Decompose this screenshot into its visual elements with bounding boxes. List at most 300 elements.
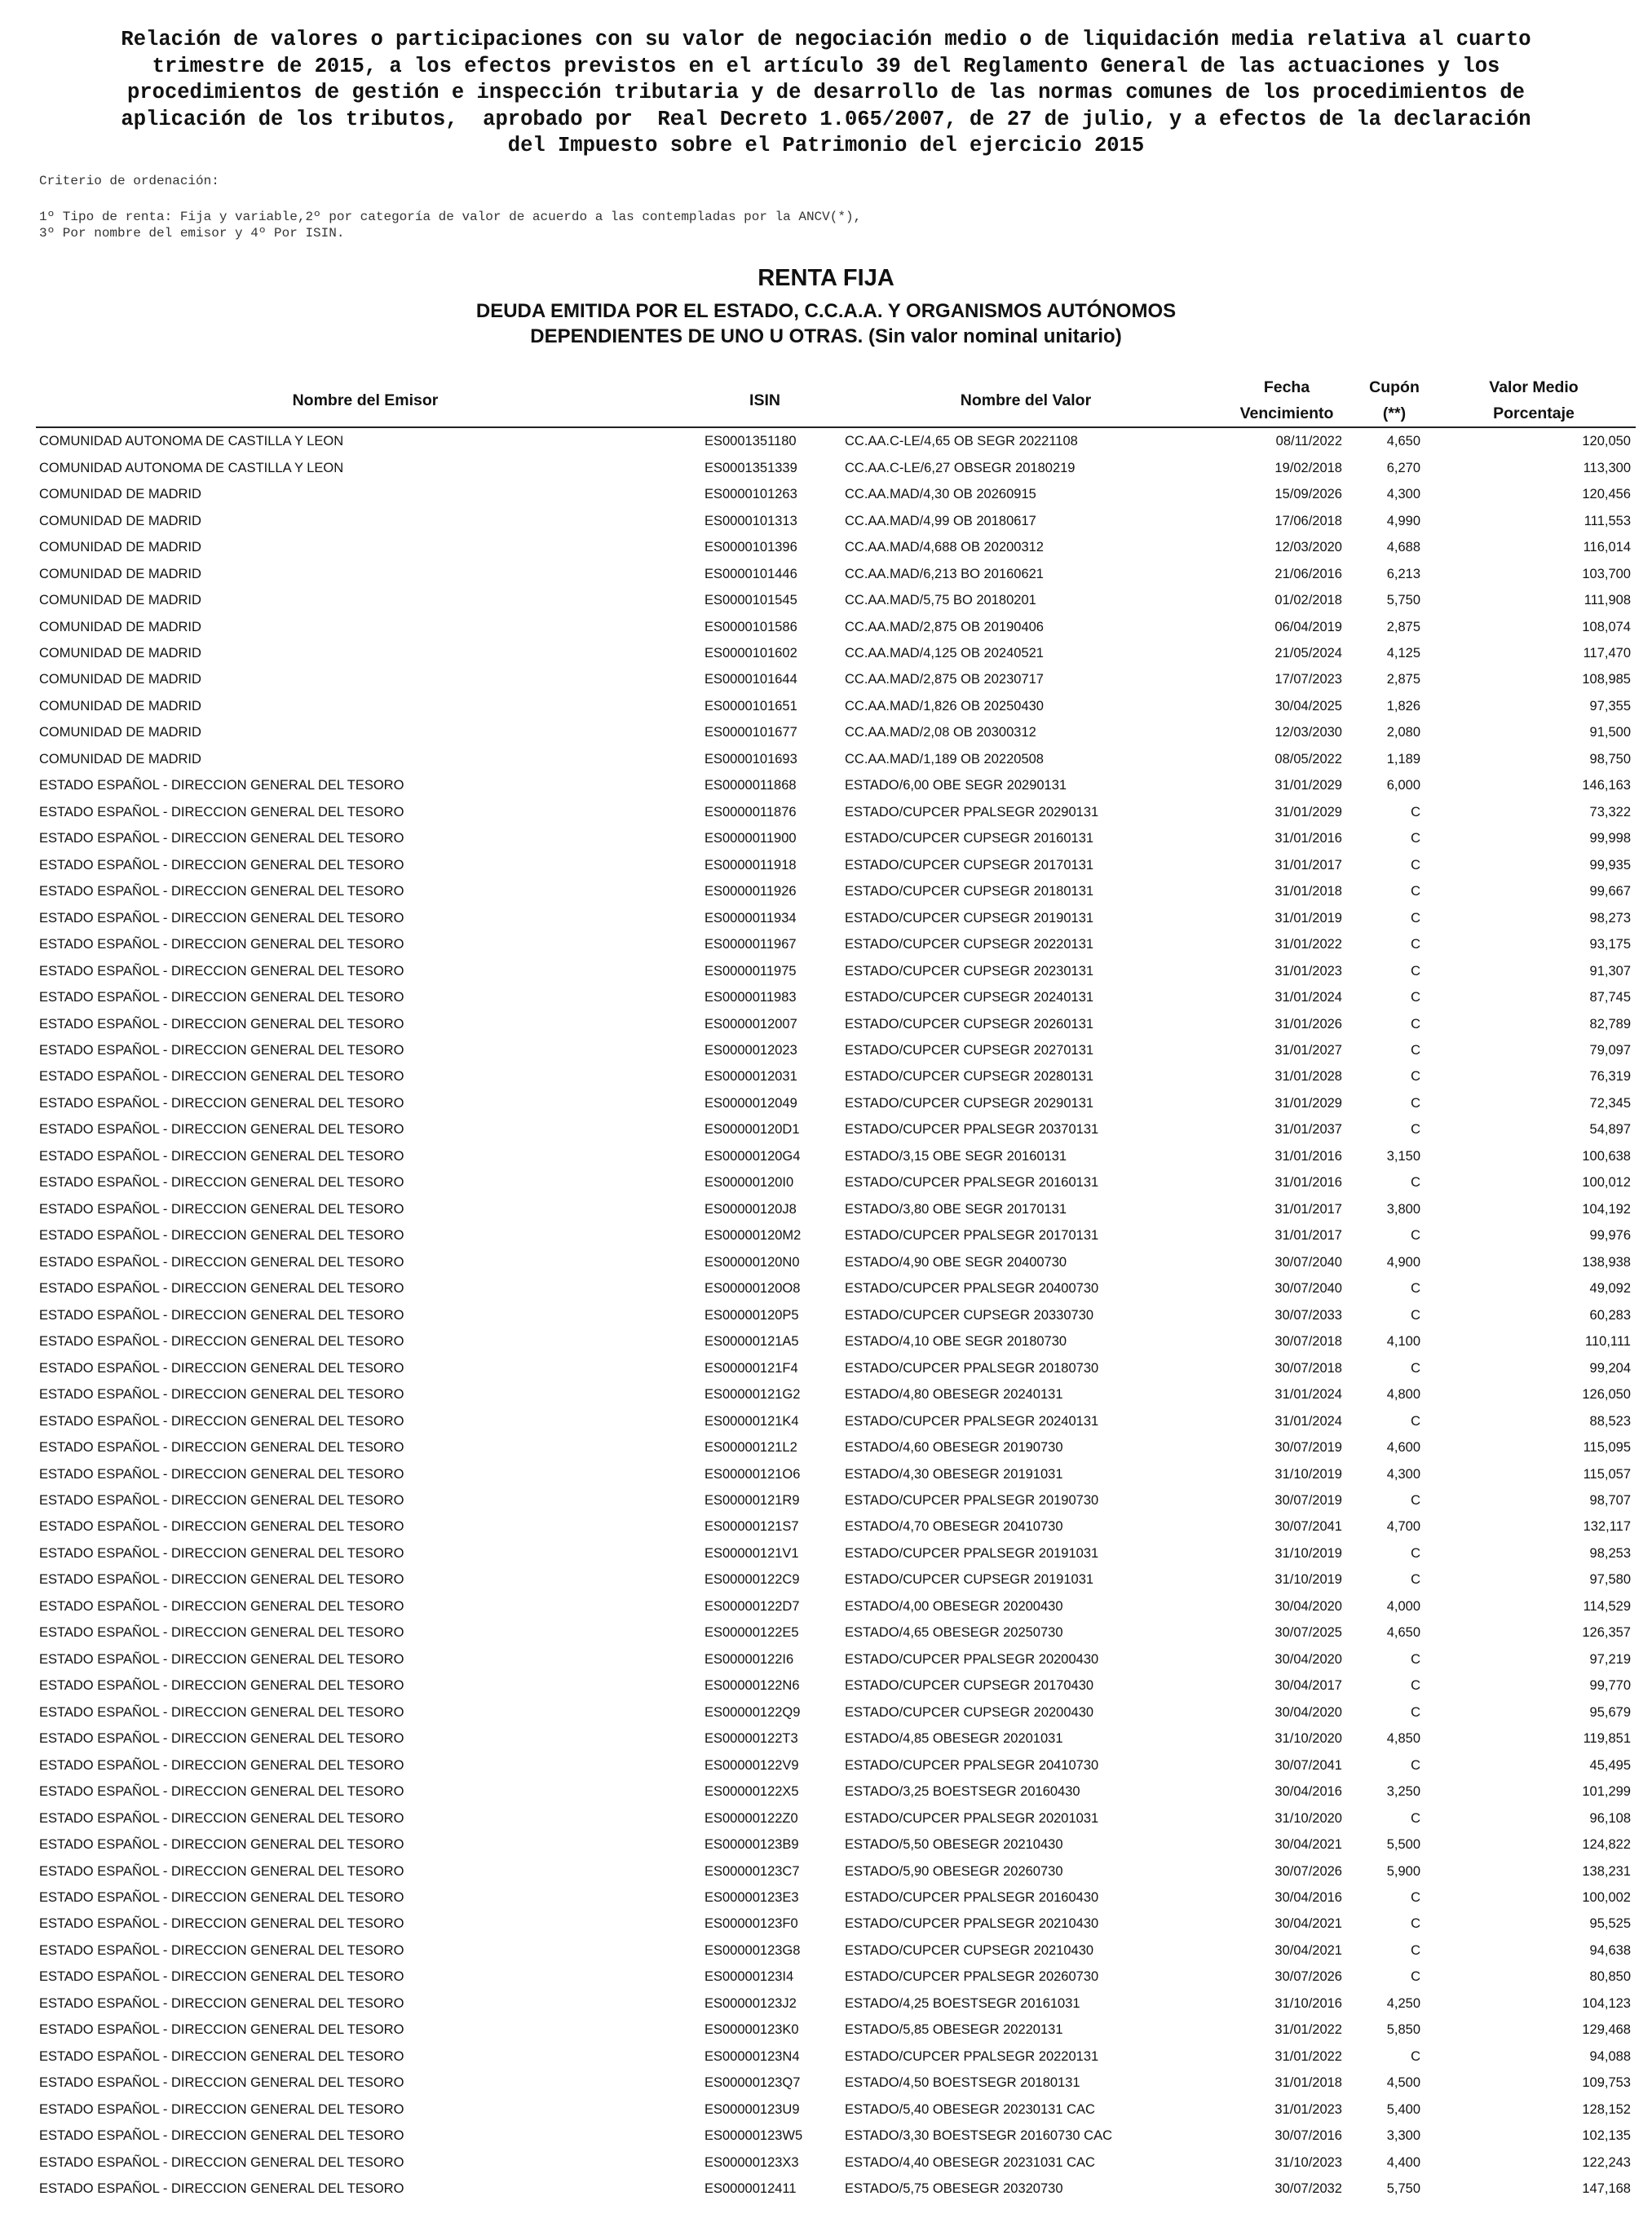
cell-medio: 124,822 xyxy=(1582,1837,1631,1853)
cell-emisor: ESTADO ESPAÑOL - DIRECCION GENERAL DEL TESORO xyxy=(39,1810,404,1826)
table-row xyxy=(36,427,1636,454)
cell-emisor: ESTADO ESPAÑOL - DIRECCION GENERAL DEL TESORO xyxy=(39,1942,404,1958)
cell-cupon: 4,400 xyxy=(1386,2154,1420,2170)
cell-emisor: ESTADO ESPAÑOL - DIRECCION GENERAL DEL TESORO xyxy=(39,1916,404,1932)
cell-fecha: 30/04/2021 xyxy=(1274,1916,1342,1932)
cell-valor: ESTADO/4,60 OBESEGR 20190730 xyxy=(845,1440,1063,1456)
table-row xyxy=(36,1672,1636,1699)
table-row xyxy=(36,1381,1636,1407)
cell-medio: 88,523 xyxy=(1589,1413,1631,1429)
cell-emisor: ESTADO ESPAÑOL - DIRECCION GENERAL DEL TESORO xyxy=(39,1995,404,2011)
cell-valor: ESTADO/CUPCER CUPSEGR 20290131 xyxy=(845,1095,1094,1111)
title-line: aplicación de los tributos, aprobado por Real Decreto 1.065/2007, de 27 de julio, y a efectos de la declaración xyxy=(121,107,1531,131)
cell-medio: 104,192 xyxy=(1582,1201,1631,1217)
cell-valor: ESTADO/CUPCER PPALSEGR 20160430 xyxy=(845,1890,1099,1906)
cell-isin: ES0000011983 xyxy=(705,990,797,1005)
cell-fecha: 30/04/2016 xyxy=(1274,1890,1342,1906)
cell-medio: 126,050 xyxy=(1582,1387,1631,1403)
cell-cupon: C xyxy=(1411,1678,1420,1694)
cell-emisor: ESTADO ESPAÑOL - DIRECCION GENERAL DEL TESORO xyxy=(39,1519,404,1535)
cell-valor: CC.AA.MAD/6,213 BO 20160621 xyxy=(845,566,1044,581)
cell-emisor: ESTADO ESPAÑOL - DIRECCION GENERAL DEL TESORO xyxy=(39,2128,404,2144)
cell-medio: 102,135 xyxy=(1582,2128,1631,2144)
table-row xyxy=(36,2096,1636,2123)
cell-isin: ES0000012023 xyxy=(705,1043,797,1058)
cell-fecha: 30/07/2040 xyxy=(1274,1281,1342,1297)
cell-valor: ESTADO/CUPCER CUPSEGR 20180131 xyxy=(845,884,1094,899)
cell-fecha: 30/04/2025 xyxy=(1274,698,1342,714)
header-medio-line1: Valor Medio xyxy=(1489,378,1579,396)
table-row xyxy=(36,1487,1636,1513)
cell-fecha: 30/04/2017 xyxy=(1274,1678,1342,1694)
cell-isin: ES0001351339 xyxy=(705,460,797,475)
table-row xyxy=(36,613,1636,639)
table-row xyxy=(36,481,1636,507)
cell-isin: ES0000011918 xyxy=(705,857,797,873)
cell-isin: ES0000011876 xyxy=(705,804,797,820)
cell-cupon: C xyxy=(1411,1016,1420,1032)
cell-emisor: ESTADO ESPAÑOL - DIRECCION GENERAL DEL TESORO xyxy=(39,1175,404,1191)
table-row xyxy=(36,1778,1636,1805)
cell-valor: ESTADO/CUPCER PPALSEGR 20220131 xyxy=(845,2048,1099,2064)
cell-cupon: 3,800 xyxy=(1386,1201,1420,1217)
cell-isin: ES00000123F0 xyxy=(705,1916,798,1932)
table-row xyxy=(36,1619,1636,1646)
cell-valor: ESTADO/4,80 OBESEGR 20240131 xyxy=(845,1387,1063,1403)
cell-cupon: 4,250 xyxy=(1386,1995,1420,2011)
cell-fecha: 30/07/2032 xyxy=(1274,2181,1342,2197)
criterio-line: 1º Tipo de renta: Fija y variable,2º por categoría de valor de acuerdo a las contempladas por la ANCV(*), xyxy=(39,210,862,224)
cell-isin: ES00000120D1 xyxy=(705,1122,800,1138)
cell-cupon: 4,650 xyxy=(1386,434,1420,449)
cell-cupon: 4,900 xyxy=(1386,1254,1420,1270)
cell-emisor: ESTADO ESPAÑOL - DIRECCION GENERAL DEL TESORO xyxy=(39,1148,404,1164)
table-row xyxy=(36,1566,1636,1593)
cell-isin: ES00000123E3 xyxy=(705,1890,799,1906)
cell-isin: ES00000123J2 xyxy=(705,1995,797,2011)
cell-cupon: C xyxy=(1411,990,1420,1005)
cell-fecha: 17/07/2023 xyxy=(1274,672,1342,687)
cell-cupon: C xyxy=(1411,1043,1420,1058)
cell-emisor: ESTADO ESPAÑOL - DIRECCION GENERAL DEL TESORO xyxy=(39,2022,404,2038)
cell-cupon: 4,300 xyxy=(1386,1466,1420,1482)
cell-cupon: C xyxy=(1411,1704,1420,1720)
cell-cupon: 4,688 xyxy=(1386,540,1420,555)
cell-emisor: ESTADO ESPAÑOL - DIRECCION GENERAL DEL TESORO xyxy=(39,1651,404,1667)
cell-valor: ESTADO/4,40 OBESEGR 20231031 CAC xyxy=(845,2154,1095,2170)
table-row xyxy=(36,1249,1636,1275)
cell-emisor: COMUNIDAD DE MADRID xyxy=(39,540,201,555)
table-row xyxy=(36,1434,1636,1460)
table-row xyxy=(36,640,1636,666)
table-row xyxy=(36,1540,1636,1566)
cell-cupon: C xyxy=(1411,1069,1420,1085)
table-row xyxy=(36,746,1636,772)
header-cupon-line2: (**) xyxy=(1382,404,1407,422)
cell-emisor: ESTADO ESPAÑOL - DIRECCION GENERAL DEL TESORO xyxy=(39,1440,404,1456)
cell-isin: ES00000121S7 xyxy=(705,1519,799,1535)
cell-valor: ESTADO/4,30 OBESEGR 20191031 xyxy=(845,1466,1063,1482)
cell-cupon: 4,850 xyxy=(1386,1731,1420,1747)
table-row xyxy=(36,1990,1636,2017)
cell-fecha: 31/01/2029 xyxy=(1274,778,1342,793)
cell-medio: 114,529 xyxy=(1583,1598,1631,1614)
cell-emisor: ESTADO ESPAÑOL - DIRECCION GENERAL DEL TESORO xyxy=(39,1413,404,1429)
cell-emisor: ESTADO ESPAÑOL - DIRECCION GENERAL DEL TESORO xyxy=(39,1837,404,1853)
document-title xyxy=(41,27,1611,160)
cell-cupon: 4,500 xyxy=(1386,2075,1420,2091)
cell-fecha: 31/01/2017 xyxy=(1274,857,1342,873)
cell-cupon: C xyxy=(1411,1360,1420,1376)
cell-fecha: 08/05/2022 xyxy=(1274,751,1342,767)
table-row xyxy=(36,878,1636,904)
cell-cupon: 4,125 xyxy=(1386,645,1420,661)
cell-medio: 101,299 xyxy=(1582,1784,1631,1800)
title-line: procedimientos de gestión e inspección tributaria y de desarrollo de las normas comunes de los procedimientos de xyxy=(127,81,1525,104)
cell-cupon: 6,213 xyxy=(1386,566,1420,581)
cell-emisor: ESTADO ESPAÑOL - DIRECCION GENERAL DEL TESORO xyxy=(39,778,404,793)
cell-valor: ESTADO/4,10 OBE SEGR 20180730 xyxy=(845,1334,1067,1350)
cell-valor: CC.AA.C-LE/6,27 OBSEGR 20180219 xyxy=(845,460,1076,475)
cell-emisor: COMUNIDAD DE MADRID xyxy=(39,645,201,661)
cell-cupon: 5,750 xyxy=(1386,2181,1420,2197)
table-row xyxy=(36,1328,1636,1354)
cell-fecha: 31/01/2023 xyxy=(1274,963,1342,979)
cell-emisor: ESTADO ESPAÑOL - DIRECCION GENERAL DEL TESORO xyxy=(39,963,404,979)
cell-valor: ESTADO/CUPCER PPALSEGR 20240131 xyxy=(845,1413,1099,1429)
cell-cupon: 5,500 xyxy=(1386,1837,1420,1853)
cell-cupon: C xyxy=(1411,1651,1420,1667)
table-row xyxy=(36,904,1636,930)
cell-cupon: 3,150 xyxy=(1386,1148,1420,1164)
cell-isin: ES0000011926 xyxy=(705,884,797,899)
section-subtitle-line: DEUDA EMITIDA POR EL ESTADO, C.C.A.A. Y ORGANISMOS AUTÓNOMOS xyxy=(475,300,1177,322)
header-fecha-line2: Vencimiento xyxy=(1239,404,1334,422)
cell-medio: 49,092 xyxy=(1589,1281,1631,1297)
header-valor-medio xyxy=(1432,374,1636,427)
cell-medio: 132,117 xyxy=(1583,1519,1631,1535)
table-row xyxy=(36,2176,1636,2202)
cell-isin: ES0000101651 xyxy=(705,698,797,714)
cell-medio: 73,322 xyxy=(1589,804,1631,820)
cell-isin: ES00000120O8 xyxy=(705,1281,801,1297)
cell-valor: ESTADO/4,85 OBESEGR 20201031 xyxy=(845,1731,1063,1747)
cell-medio: 87,745 xyxy=(1589,990,1631,1005)
cell-isin: ES00000121F4 xyxy=(705,1360,798,1376)
cell-emisor: ESTADO ESPAÑOL - DIRECCION GENERAL DEL TESORO xyxy=(39,1545,404,1561)
cell-valor: ESTADO/CUPCER PPALSEGR 20201031 xyxy=(845,1810,1099,1826)
criterio-line: 3º Por nombre del emisor y 4º Por ISIN. xyxy=(39,226,345,241)
cell-valor: ESTADO/CUPCER PPALSEGR 20400730 xyxy=(845,1281,1099,1297)
cell-medio: 96,108 xyxy=(1589,1810,1631,1826)
cell-valor: CC.AA.MAD/5,75 BO 20180201 xyxy=(845,593,1036,608)
cell-fecha: 31/01/2029 xyxy=(1274,804,1342,820)
cell-emisor: ESTADO ESPAÑOL - DIRECCION GENERAL DEL TESORO xyxy=(39,937,404,952)
cell-fecha: 31/01/2022 xyxy=(1274,937,1342,952)
cell-valor: ESTADO/CUPCER CUPSEGR 20210430 xyxy=(845,1942,1094,1958)
cell-fecha: 30/04/2021 xyxy=(1274,1942,1342,1958)
cell-emisor: ESTADO ESPAÑOL - DIRECCION GENERAL DEL TESORO xyxy=(39,1969,404,1985)
cell-fecha: 31/01/2016 xyxy=(1274,1175,1342,1191)
cell-medio: 98,273 xyxy=(1589,910,1631,926)
cell-emisor: ESTADO ESPAÑOL - DIRECCION GENERAL DEL TESORO xyxy=(39,1281,404,1297)
cell-isin: ES00000122C9 xyxy=(705,1572,800,1588)
table-row xyxy=(36,1646,1636,1672)
table-row xyxy=(36,2017,1636,2043)
table-row xyxy=(36,587,1636,613)
cell-isin: ES00000123G8 xyxy=(705,1942,801,1958)
cell-isin: ES0000101677 xyxy=(705,725,797,740)
header-cupon xyxy=(1357,374,1432,427)
table-row xyxy=(36,1937,1636,1964)
cell-fecha: 31/10/2016 xyxy=(1274,1995,1342,2011)
cell-medio: 97,580 xyxy=(1589,1572,1631,1588)
cell-valor: ESTADO/4,65 OBESEGR 20250730 xyxy=(845,1625,1063,1641)
cell-cupon: C xyxy=(1411,1757,1420,1773)
header-emisor: Nombre del Emisor xyxy=(292,391,439,409)
cell-medio: 99,976 xyxy=(1589,1228,1631,1244)
cell-fecha: 30/07/2019 xyxy=(1274,1440,1342,1456)
header-isin: ISIN xyxy=(749,391,780,409)
cell-cupon: C xyxy=(1411,857,1420,873)
cell-isin: ES0000101313 xyxy=(705,513,797,528)
cell-cupon: C xyxy=(1411,1810,1420,1826)
cell-fecha: 31/01/2016 xyxy=(1274,1148,1342,1164)
cell-fecha: 01/02/2018 xyxy=(1274,593,1342,608)
cell-fecha: 30/04/2020 xyxy=(1274,1651,1342,1667)
cell-cupon: C xyxy=(1411,1095,1420,1111)
cell-cupon: 5,850 xyxy=(1386,2022,1420,2038)
cell-isin: ES00000121K4 xyxy=(705,1413,799,1429)
cell-valor: ESTADO/CUPCER CUPSEGR 20240131 xyxy=(845,990,1094,1005)
header-fecha-line1: Fecha xyxy=(1263,378,1310,396)
cell-fecha: 31/10/2019 xyxy=(1274,1466,1342,1482)
table-row xyxy=(36,2043,1636,2070)
cell-isin: ES00000120J8 xyxy=(705,1201,797,1217)
cell-fecha: 31/01/2019 xyxy=(1274,910,1342,926)
cell-cupon: C xyxy=(1411,1545,1420,1561)
cell-medio: 111,553 xyxy=(1584,513,1631,528)
cell-valor: ESTADO/6,00 OBE SEGR 20290131 xyxy=(845,778,1067,793)
cell-cupon: C xyxy=(1411,1175,1420,1191)
cell-fecha: 31/01/2028 xyxy=(1274,1069,1342,1085)
cell-valor: ESTADO/CUPCER CUPSEGR 20160131 xyxy=(845,831,1094,846)
cell-isin: ES00000123C7 xyxy=(705,1863,800,1879)
table-header-row xyxy=(36,374,1636,427)
cell-isin: ES0000101263 xyxy=(705,487,797,502)
cell-emisor: COMUNIDAD DE MADRID xyxy=(39,725,201,740)
cell-fecha: 21/05/2024 xyxy=(1274,645,1342,661)
table-row xyxy=(36,1407,1636,1434)
cell-medio: 99,667 xyxy=(1589,884,1631,899)
table-row xyxy=(36,1884,1636,1911)
cell-medio: 104,123 xyxy=(1582,1995,1631,2011)
cell-isin: ES00000122E5 xyxy=(705,1625,799,1641)
cell-isin: ES0000011967 xyxy=(705,937,797,952)
cell-valor: ESTADO/CUPCER PPALSEGR 20370131 xyxy=(845,1122,1099,1138)
cell-medio: 126,357 xyxy=(1582,1625,1631,1641)
cell-medio: 91,500 xyxy=(1589,725,1631,740)
cell-emisor: ESTADO ESPAÑOL - DIRECCION GENERAL DEL TESORO xyxy=(39,1863,404,1879)
cell-isin: ES00000122T3 xyxy=(705,1731,798,1747)
table-row xyxy=(36,1805,1636,1831)
cell-medio: 98,707 xyxy=(1589,1492,1631,1508)
cell-cupon: 6,000 xyxy=(1386,778,1420,793)
cell-valor: CC.AA.MAD/4,688 OB 20200312 xyxy=(845,540,1044,555)
cell-medio: 122,243 xyxy=(1582,2154,1631,2170)
cell-emisor: COMUNIDAD AUTONOMA DE CASTILLA Y LEON xyxy=(39,460,344,475)
cell-medio: 76,319 xyxy=(1589,1069,1631,1085)
cell-fecha: 30/07/2040 xyxy=(1274,1254,1342,1270)
cell-valor: ESTADO/CUPCER CUPSEGR 20170131 xyxy=(845,857,1094,873)
table-row xyxy=(36,1354,1636,1381)
cell-medio: 110,111 xyxy=(1585,1334,1631,1350)
cell-emisor: ESTADO ESPAÑOL - DIRECCION GENERAL DEL TESORO xyxy=(39,1016,404,1032)
cell-emisor: ESTADO ESPAÑOL - DIRECCION GENERAL DEL TESORO xyxy=(39,1890,404,1906)
securities-table xyxy=(36,374,1636,2202)
cell-valor: CC.AA.MAD/4,99 OB 20180617 xyxy=(845,513,1036,528)
cell-valor: ESTADO/3,25 BOESTSEGR 20160430 xyxy=(845,1784,1080,1800)
table-row xyxy=(36,1964,1636,1990)
cell-fecha: 31/01/2037 xyxy=(1274,1122,1342,1138)
cell-cupon: C xyxy=(1411,1942,1420,1958)
cell-medio: 129,468 xyxy=(1582,2022,1631,2038)
table-row xyxy=(36,2149,1636,2175)
cell-emisor: ESTADO ESPAÑOL - DIRECCION GENERAL DEL TESORO xyxy=(39,1095,404,1111)
cell-cupon: C xyxy=(1411,1916,1420,1932)
cell-medio: 103,700 xyxy=(1582,566,1631,581)
cell-emisor: ESTADO ESPAÑOL - DIRECCION GENERAL DEL TESORO xyxy=(39,1704,404,1720)
cell-medio: 99,998 xyxy=(1589,831,1631,846)
cell-valor: ESTADO/5,75 OBESEGR 20320730 xyxy=(845,2181,1063,2197)
cell-medio: 99,204 xyxy=(1589,1360,1631,1376)
cell-fecha: 06/04/2019 xyxy=(1274,619,1342,634)
cell-emisor: ESTADO ESPAÑOL - DIRECCION GENERAL DEL TESORO xyxy=(39,1387,404,1403)
cell-medio: 100,002 xyxy=(1582,1890,1631,1906)
cell-cupon: C xyxy=(1411,831,1420,846)
cell-emisor: ESTADO ESPAÑOL - DIRECCION GENERAL DEL TESORO xyxy=(39,2101,404,2117)
cell-cupon: 2,875 xyxy=(1386,672,1420,687)
cell-cupon: 6,270 xyxy=(1386,460,1420,475)
cell-valor: ESTADO/4,50 BOESTSEGR 20180131 xyxy=(845,2075,1080,2091)
table-row xyxy=(36,1699,1636,1725)
cell-medio: 94,088 xyxy=(1589,2048,1631,2064)
cell-cupon: 2,080 xyxy=(1386,725,1420,740)
cell-emisor: ESTADO ESPAÑOL - DIRECCION GENERAL DEL TESORO xyxy=(39,1757,404,1773)
cell-emisor: ESTADO ESPAÑOL - DIRECCION GENERAL DEL TESORO xyxy=(39,1784,404,1800)
table-row xyxy=(36,560,1636,586)
cell-medio: 116,014 xyxy=(1583,540,1631,555)
cell-valor: CC.AA.C-LE/4,65 OB SEGR 20221108 xyxy=(845,434,1078,449)
table-row xyxy=(36,1222,1636,1248)
table-row xyxy=(36,772,1636,798)
table-row xyxy=(36,1275,1636,1301)
table-row xyxy=(36,2070,1636,2096)
table-row xyxy=(36,1063,1636,1089)
cell-cupon: C xyxy=(1411,1281,1420,1297)
cell-fecha: 31/01/2023 xyxy=(1274,2101,1342,2117)
cell-isin: ES00000122N6 xyxy=(705,1678,800,1694)
title-line: Relación de valores o participaciones con su valor de negociación medio o de liquidación media relativa al cuarto xyxy=(121,28,1531,51)
table-row xyxy=(36,1858,1636,1884)
cell-emisor: ESTADO ESPAÑOL - DIRECCION GENERAL DEL TESORO xyxy=(39,1731,404,1747)
cell-medio: 98,253 xyxy=(1589,1545,1631,1561)
cell-valor: ESTADO/CUPCER PPALSEGR 20260730 xyxy=(845,1969,1099,1985)
cell-isin: ES00000122Z0 xyxy=(705,1810,798,1826)
cell-valor: ESTADO/CUPCER CUPSEGR 20170430 xyxy=(845,1678,1094,1694)
table-row xyxy=(36,454,1636,480)
cell-cupon: C xyxy=(1411,804,1420,820)
cell-medio: 108,074 xyxy=(1582,619,1631,634)
cell-fecha: 30/07/2041 xyxy=(1274,1519,1342,1535)
cell-isin: ES00000121L2 xyxy=(705,1440,797,1456)
cell-isin: ES00000123I4 xyxy=(705,1969,794,1985)
header-fecha xyxy=(1217,374,1357,427)
cell-valor: ESTADO/CUPCER PPALSEGR 20180730 xyxy=(845,1360,1099,1376)
cell-isin: ES00000122X5 xyxy=(705,1784,799,1800)
cell-cupon: 4,800 xyxy=(1386,1387,1420,1403)
cell-isin: ES0000101644 xyxy=(705,672,797,687)
cell-isin: ES0000101586 xyxy=(705,619,797,634)
table-row xyxy=(36,799,1636,825)
cell-isin: ES00000122I6 xyxy=(705,1651,794,1667)
cell-fecha: 30/07/2041 xyxy=(1274,1757,1342,1773)
cell-valor: ESTADO/5,40 OBESEGR 20230131 CAC xyxy=(845,2101,1095,2117)
cell-valor: ESTADO/CUPCER CUPSEGR 20270131 xyxy=(845,1043,1094,1058)
cell-fecha: 30/07/2026 xyxy=(1274,1969,1342,1985)
cell-medio: 79,097 xyxy=(1589,1043,1631,1058)
cell-medio: 99,770 xyxy=(1589,1678,1631,1694)
cell-valor: ESTADO/CUPCER CUPSEGR 20200430 xyxy=(845,1704,1094,1720)
cell-isin: ES0000011900 xyxy=(705,831,797,846)
cell-isin: ES00000120G4 xyxy=(705,1148,801,1164)
cell-medio: 97,355 xyxy=(1589,698,1631,714)
cell-fecha: 31/10/2020 xyxy=(1274,1810,1342,1826)
cell-fecha: 31/01/2018 xyxy=(1274,2075,1342,2091)
cell-isin: ES0000012031 xyxy=(705,1069,797,1085)
cell-fecha: 17/06/2018 xyxy=(1274,513,1342,528)
cell-cupon: 5,750 xyxy=(1386,593,1420,608)
title-line: del Impuesto sobre el Patrimonio del ejercicio 2015 xyxy=(507,134,1145,157)
cell-cupon: 3,300 xyxy=(1386,2128,1420,2144)
cell-emisor: ESTADO ESPAÑOL - DIRECCION GENERAL DEL TESORO xyxy=(39,804,404,820)
cell-emisor: ESTADO ESPAÑOL - DIRECCION GENERAL DEL TESORO xyxy=(39,1625,404,1641)
cell-medio: 108,985 xyxy=(1582,672,1631,687)
cell-valor: ESTADO/4,25 BOESTSEGR 20161031 xyxy=(845,1995,1080,2011)
table-row xyxy=(36,1911,1636,1937)
cell-emisor: ESTADO ESPAÑOL - DIRECCION GENERAL DEL TESORO xyxy=(39,910,404,926)
cell-isin: ES00000123N4 xyxy=(705,2048,800,2064)
cell-fecha: 12/03/2020 xyxy=(1274,540,1342,555)
cell-emisor: ESTADO ESPAÑOL - DIRECCION GENERAL DEL TESORO xyxy=(39,1201,404,1217)
cell-cupon: 4,700 xyxy=(1386,1519,1420,1535)
cell-emisor: COMUNIDAD DE MADRID xyxy=(39,566,201,581)
cell-valor: ESTADO/CUPCER CUPSEGR 20280131 xyxy=(845,1069,1094,1085)
cell-valor: ESTADO/CUPCER PPALSEGR 20200430 xyxy=(845,1651,1099,1667)
cell-isin: ES00000121A5 xyxy=(705,1334,799,1350)
cell-emisor: ESTADO ESPAÑOL - DIRECCION GENERAL DEL TESORO xyxy=(39,1678,404,1694)
cell-fecha: 30/07/2016 xyxy=(1274,2128,1342,2144)
cell-medio: 82,789 xyxy=(1589,1016,1631,1032)
table-row xyxy=(36,1116,1636,1142)
cell-medio: 128,152 xyxy=(1582,2101,1631,2117)
cell-medio: 138,231 xyxy=(1582,1863,1631,1879)
cell-medio: 80,850 xyxy=(1589,1969,1631,1985)
cell-fecha: 31/10/2019 xyxy=(1274,1545,1342,1561)
cell-isin: ES00000120M2 xyxy=(705,1228,802,1244)
cell-isin: ES00000123W5 xyxy=(705,2128,803,2144)
cell-emisor: ESTADO ESPAÑOL - DIRECCION GENERAL DEL TESORO xyxy=(39,1492,404,1508)
